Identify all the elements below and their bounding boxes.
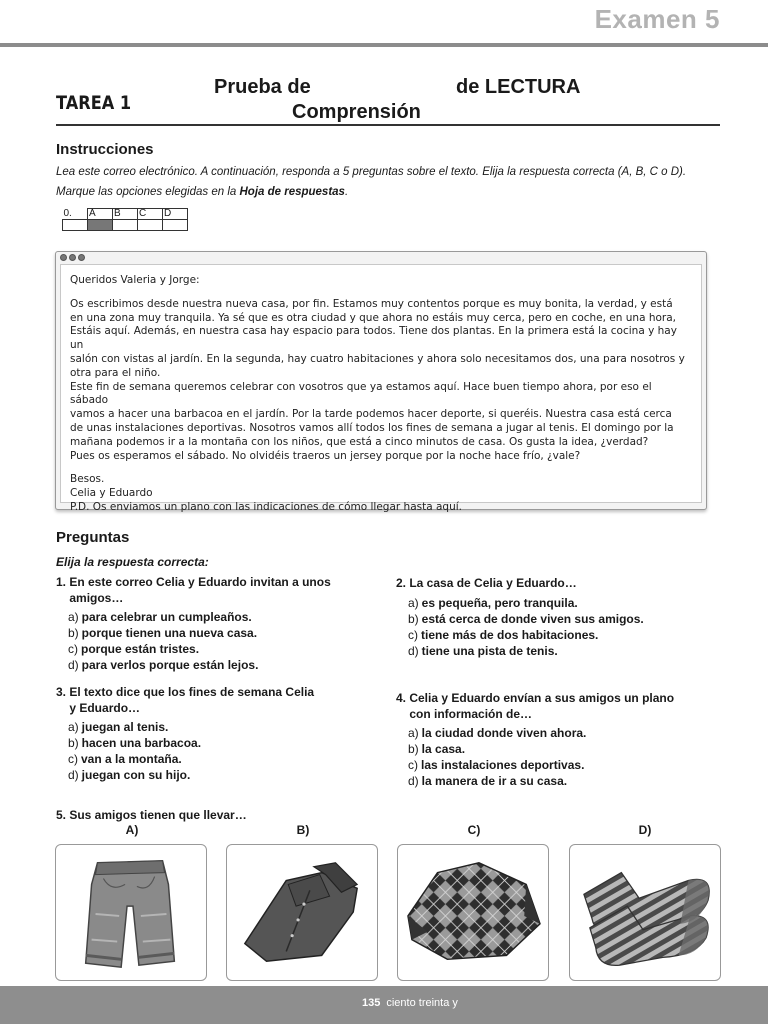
question-2-option-d[interactable]: d) tiene una pista de tenis. (408, 643, 558, 658)
grid-label-b: B (113, 209, 138, 220)
window-titlebar (56, 252, 706, 263)
question-2-option-a[interactable]: a) es pequeña, pero tranquila. (408, 595, 578, 610)
page-number-words: ciento treinta y (386, 997, 458, 1009)
question-1-option-b[interactable]: b) porque tienen una nueva casa. (68, 626, 258, 640)
question-2-option-b[interactable]: b) está cerca de donde viven sus amigos. (408, 611, 644, 626)
image-option-c[interactable] (397, 844, 549, 981)
question-4-option-a[interactable]: a) la ciudad donde viven ahora. (408, 726, 587, 740)
test-title-part1: Prueba de (214, 76, 311, 98)
grid-cell-b (113, 220, 138, 231)
question-4-option-d[interactable]: d) la manera de ir a su casa. (408, 774, 568, 788)
email-paragraph-1: Os escribimos desde nuestra nueva casa, por fin. Estamos muy contentos porque es muy bonita, la verdad, y está en una zona muy tranquila. Ya sé que es otra ciudad y que ahora no estáis muy cerca, pero en coche, en una hora, Estáis aquí. Además, en nuestra casa hay espacio para todos. Tiene dos plantas. En la primera está la cocina y hay un salón con vistas al jardín. En la segunda, hay cuatro habitaciones y ahora solo necesitamos dos, una para nosotros y otra para el niño. (70, 297, 685, 379)
task-label: TAREA 1 (56, 92, 132, 114)
title-rule (56, 124, 720, 126)
question-5-stem: 5. Sus amigos tienen que llevar… (56, 808, 247, 822)
page-footer (0, 986, 768, 1024)
exam-title: Examen 5 (594, 4, 720, 34)
image-option-d[interactable] (569, 844, 721, 981)
instructions-line1: Lea este correo electrónico. A continuación, responda a 5 preguntas sobre el texto. Elija la respuesta correcta (A, B, C o D). (56, 166, 687, 178)
page-number-text (362, 997, 458, 1009)
image-option-d-label: D) (638, 823, 652, 837)
instructions-line2-prefix: Marque las opciones elegidas en la (56, 186, 240, 198)
grid-cell-a-selected (88, 220, 113, 231)
question-2 (396, 576, 726, 659)
socks-icon (570, 845, 720, 980)
questions-subheading: Elija la respuesta correcta: (56, 555, 209, 569)
exam-header (0, 0, 768, 48)
email-window (55, 251, 707, 513)
page-number: 135 (362, 997, 381, 1009)
header-rule (0, 43, 768, 47)
email-greeting: Queridos Valeria y Jorge: (70, 274, 200, 286)
answer-sheet-name: Hoja de respuestas (239, 186, 345, 198)
image-option-b[interactable] (226, 844, 378, 981)
email-closing: Besos. (70, 473, 105, 486)
question-1-stem: 1. En este correo Celia y Eduardo invitan a unos amigos… (56, 575, 331, 605)
question-3-option-c[interactable]: c) van a la montaña. (68, 752, 182, 766)
grid-label-a: A (88, 209, 113, 220)
question-2-option-c[interactable]: c) tiene más de dos habitaciones. (408, 627, 599, 642)
jeans-shorts-icon (56, 845, 206, 980)
question-3 (56, 685, 376, 783)
question-3-option-d[interactable]: d) juegan con su hijo. (68, 768, 191, 782)
shirt-icon (227, 845, 377, 980)
sweater-icon (398, 845, 548, 980)
email-paragraph-2: Este fin de semana queremos celebrar con vosotros que ya estamos aquí. Hace buen tiempo ahora, por eso el sábado vamos a hacer una barbacoa en el jardín. Por la tarde podemos hacer deporte, si queréis. Nuestra casa está cerca de unas instalaciones deportivas. Nosotros vamos allí todos los fines de semana a jugar al tenis. El domingo por la mañana podemos ir a la montaña con los niños, que está a cinco minutos de casa. Os gusta la idea, ¿verdad? Pues os esperamos el sábado. No olvidéis traeros un jersey porque por la noche hace frío, ¿vale? (70, 380, 674, 462)
grid-cell-c (138, 220, 163, 231)
email-body (60, 264, 702, 513)
question-4-option-b[interactable]: b) la casa. (408, 742, 466, 756)
window-maximize-icon (78, 254, 85, 261)
image-option-c-label: C) (467, 823, 481, 837)
question-4-stem: 4. Celia y Eduardo envían a sus amigos un plano con información de… (396, 691, 675, 721)
window-minimize-icon (69, 254, 76, 261)
window-close-icon (60, 254, 67, 261)
question-1-option-a[interactable]: a) para celebrar un cumpleaños. (68, 610, 252, 624)
email-postscript: P.D. Os enviamos un plano con las indicaciones de cómo llegar hasta aquí. (70, 500, 462, 513)
question-3-option-a[interactable]: a) juegan al tenis. (68, 720, 169, 734)
instructions-line2-suffix: . (344, 186, 349, 198)
image-option-a[interactable] (55, 844, 207, 981)
grid-cell-d (163, 220, 188, 231)
test-title-part3: de LECTURA (456, 76, 581, 98)
instructions-heading: Instrucciones (56, 141, 154, 158)
questions-heading: Preguntas (56, 529, 130, 546)
question-5 (56, 808, 376, 824)
instructions-line2 (56, 186, 348, 198)
question-1-option-c[interactable]: c) porque están tristes. (68, 642, 200, 656)
image-option-a-label: A) (125, 823, 139, 837)
test-title-part2: Comprensión (292, 101, 421, 123)
answer-example-grid (62, 208, 188, 231)
question-1 (56, 575, 376, 673)
question-4 (396, 691, 726, 789)
grid-cell-0 (63, 220, 88, 231)
question-3-stem: 3. El texto dice que los fines de semana Celia y Eduardo… (56, 685, 315, 715)
email-signature: Celia y Eduardo (70, 487, 153, 500)
question-4-option-c[interactable]: c) las instalaciones deportivas. (408, 758, 585, 772)
question-2-stem: 2. La casa de Celia y Eduardo… (396, 576, 577, 590)
question-3-option-b[interactable]: b) hacen una barbacoa. (68, 736, 202, 750)
grid-label-0: 0. (63, 209, 88, 220)
grid-label-d: D (163, 209, 188, 220)
question-1-option-d[interactable]: d) para verlos porque están lejos. (68, 658, 259, 672)
image-option-b-label: B) (296, 823, 310, 837)
grid-label-c: C (138, 209, 163, 220)
